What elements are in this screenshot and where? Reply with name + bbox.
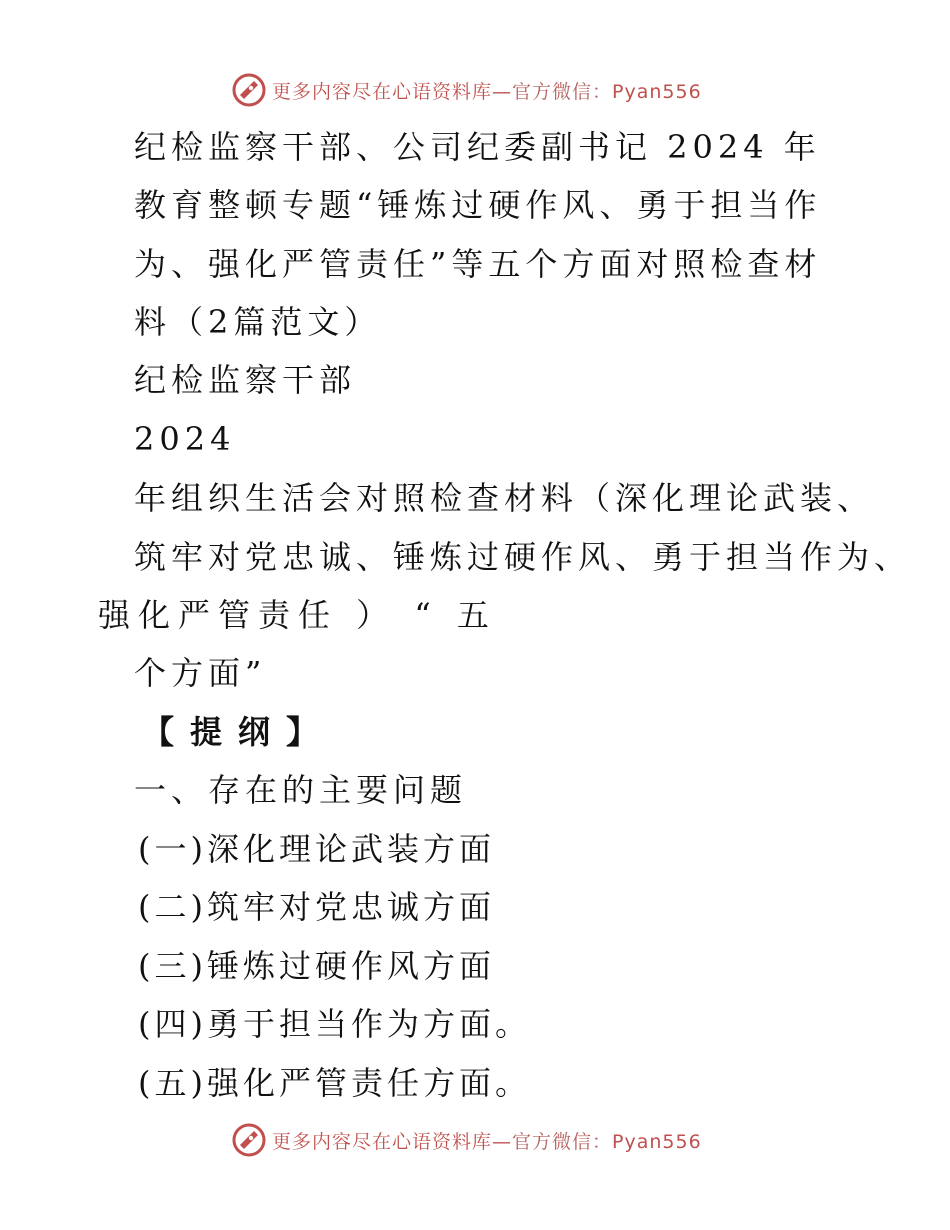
- outline-item-2: (二)筑牢对党忠诚方面: [138, 888, 495, 926]
- outline-item-3: (三)锤炼过硬作风方面: [138, 947, 495, 985]
- banner-wechat-label: 官方微信：: [512, 80, 613, 103]
- pen-nib-logo-icon: [232, 1123, 266, 1157]
- banner-text: [272, 1127, 702, 1154]
- outline-item-5: (五)强化严管责任方面。: [138, 1064, 531, 1102]
- doc-title-line-4: 料（2篇范文）: [134, 303, 382, 341]
- outline-item-1: (一)深化理论武装方面: [138, 830, 495, 868]
- doc-title-line-2: 教育整顿专题“锤炼过硬作风、勇于担当作: [134, 186, 822, 224]
- doc-title-line-3: 为、强化严管责任”等五个方面对照检查材: [134, 245, 822, 283]
- banner-main-text: 更多内容尽在心语资料库: [272, 1130, 493, 1153]
- header-banner: [232, 70, 702, 110]
- banner-wechat-id: Pyan556: [612, 80, 702, 103]
- doc-subtitle-line-2: 2024: [134, 420, 236, 458]
- doc-subtitle-line-6: 个方面”: [134, 654, 267, 692]
- outline-item-4: (四)勇于担当作为方面。: [138, 1005, 531, 1043]
- banner-text: [272, 77, 702, 104]
- footer-banner: [232, 1120, 702, 1160]
- doc-subtitle-line-1: 纪检监察干部: [134, 361, 357, 399]
- doc-title-line-1: 纪检监察干部、公司纪委副书记 2024 年: [134, 128, 821, 166]
- banner-wechat-label: 官方微信：: [512, 1130, 613, 1153]
- doc-subtitle-line-5: 强化严管责任 ） “ 五: [98, 596, 497, 634]
- banner-wechat-id: Pyan556: [612, 1130, 702, 1153]
- doc-subtitle-line-3: 年组织生活会对照检查材料（深化理论武装、: [134, 479, 875, 517]
- outline-heading: 【提纲】: [142, 713, 335, 751]
- doc-subtitle-line-4: 筑牢对党忠诚、锤炼过硬作风、勇于担当作为、: [134, 538, 912, 576]
- banner-main-text: 更多内容尽在心语资料库: [272, 80, 493, 103]
- banner-separator: —: [492, 80, 513, 103]
- section-heading-problems: 一、存在的主要问题: [134, 771, 468, 809]
- banner-separator: —: [492, 1130, 513, 1153]
- pen-nib-logo-icon: [232, 73, 266, 107]
